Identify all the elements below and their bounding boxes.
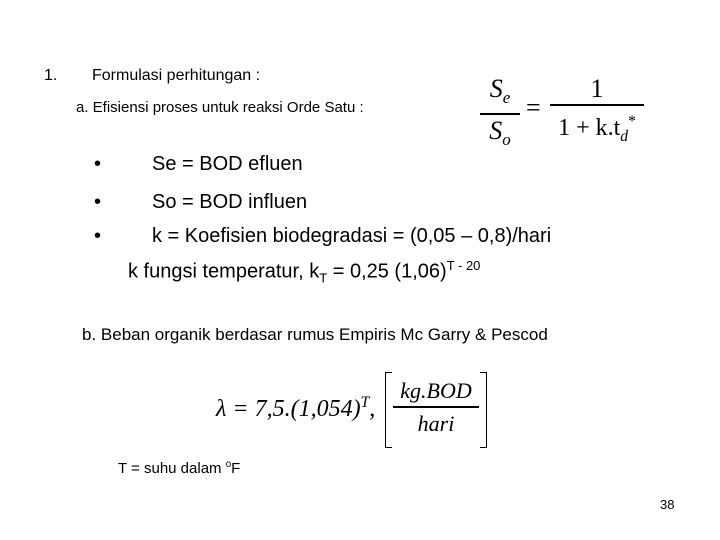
right-bracket: [480, 372, 487, 448]
fraction-denominator: $1 + k.t_d^*$: [558, 112, 636, 145]
fraction-numerator: 1: [590, 74, 604, 103]
item-number: 1.: [44, 67, 58, 84]
equals-sign: =: [526, 93, 541, 122]
heading: Formulasi perhitungan :: [92, 67, 261, 84]
lambda-expression: $\lambda = 7,5.(1,054)^T$,: [216, 394, 376, 422]
bullet-text: k = Koefisien biodegradasi = (0,05 – 0,8)/hari: [152, 225, 552, 247]
bullet-text: Se = BOD efluen: [152, 153, 303, 175]
temperature-line: k fungsi temperatur, $k_T = 0,25$ $(1,06)^{T - 20}$: [128, 258, 481, 286]
page-number: 38: [660, 497, 675, 512]
fraction-denominator: $S_o$: [489, 115, 511, 149]
bullet-symbol: •: [94, 191, 102, 213]
se-so-fraction: [478, 74, 522, 156]
left-bracket: [385, 372, 392, 448]
rate-fraction: [548, 74, 646, 152]
bullet-symbol: •: [94, 225, 102, 247]
bullet-text: So = BOD influen: [152, 191, 308, 213]
fraction-numerator: kg.BOD: [400, 378, 472, 403]
part-b-label: b. Beban organik berdasar rumus Empiris Mc Garry & Pescod: [82, 325, 548, 344]
bullet-symbol: •: [94, 153, 102, 175]
fraction-denominator: hari: [417, 410, 455, 436]
part-a-label: a. Efisiensi proses untuk reaksi Orde Satu :: [76, 99, 364, 116]
fraction-numerator: $S_e$: [489, 74, 511, 108]
temperature-note: T = suhu dalam $^o$F: [118, 459, 241, 477]
unit-fraction: [392, 376, 480, 440]
